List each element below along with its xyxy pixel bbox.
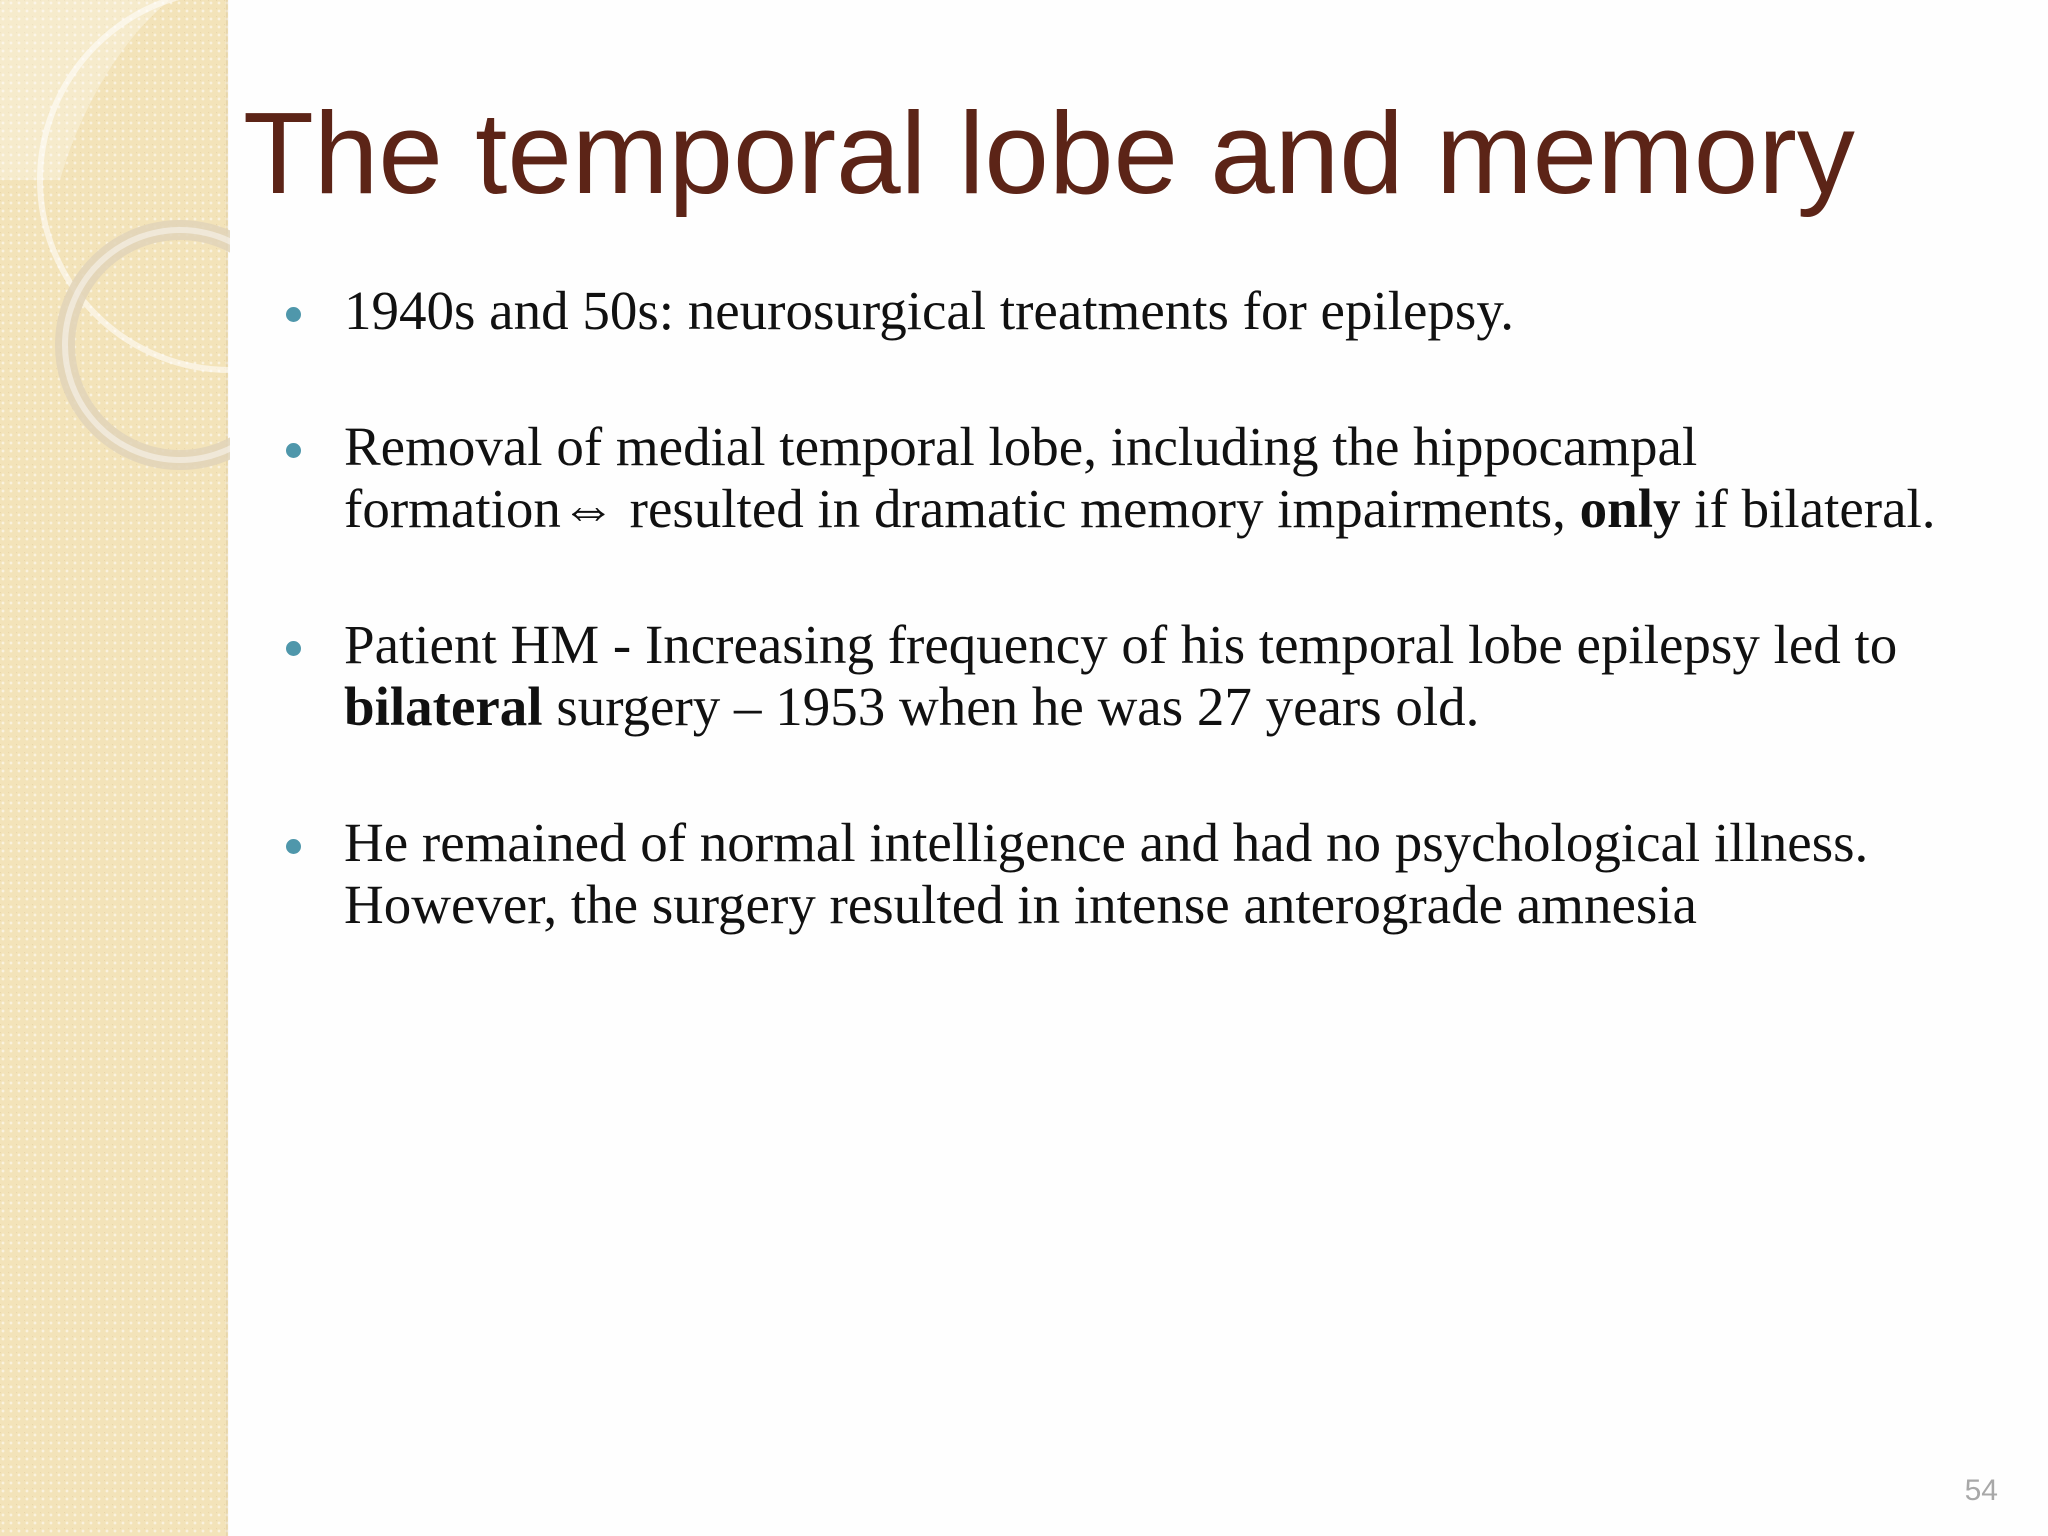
- bullet-text-line: [344, 478, 2020, 540]
- bullet-item: [280, 280, 2020, 342]
- bullet-emphasis: bilateral: [344, 676, 543, 737]
- bullet-dot-icon: [286, 839, 301, 854]
- bullet-text-segment: if bilateral.: [1680, 478, 1936, 539]
- decorative-rings: [0, 0, 230, 500]
- page-number: 54: [1964, 1474, 1998, 1507]
- bullet-dot-icon: [286, 307, 301, 322]
- bullet-text: Removal of medial temporal lobe, including the hippocampal: [344, 416, 1698, 477]
- bullet-emphasis: only: [1579, 478, 1681, 539]
- bullet-item: [280, 416, 2020, 540]
- bullet-dot-icon: [286, 443, 301, 458]
- bullet-text: 1940s and 50s: neurosurgical treatments for epilepsy.: [344, 280, 1515, 341]
- small-ring: [65, 230, 230, 460]
- bullet-text: He remained of normal intelligence and had no psychological illness.: [344, 812, 1869, 873]
- bullet-list: [280, 280, 2020, 1010]
- bullet-item: [280, 614, 2020, 738]
- bullet-text-segment: surgery – 1953 when he was 27 years old.: [542, 676, 1480, 737]
- bullet-dot-icon: [286, 641, 301, 656]
- bullet-text: However, the surgery resulted in intense anterograde amnesia: [344, 874, 1697, 935]
- bullet-item: [280, 812, 2020, 936]
- corner-light-arc: [0, 0, 170, 180]
- slide-title: The temporal lobe and memory: [243, 88, 1855, 218]
- bullet-text: Patient HM - Increasing frequency of his temporal lobe epilepsy led to: [344, 614, 1898, 675]
- bullet-text-line: [344, 676, 2020, 738]
- bullet-text-segment: formation⇔ resulted in dramatic memory impairments,: [344, 478, 1580, 539]
